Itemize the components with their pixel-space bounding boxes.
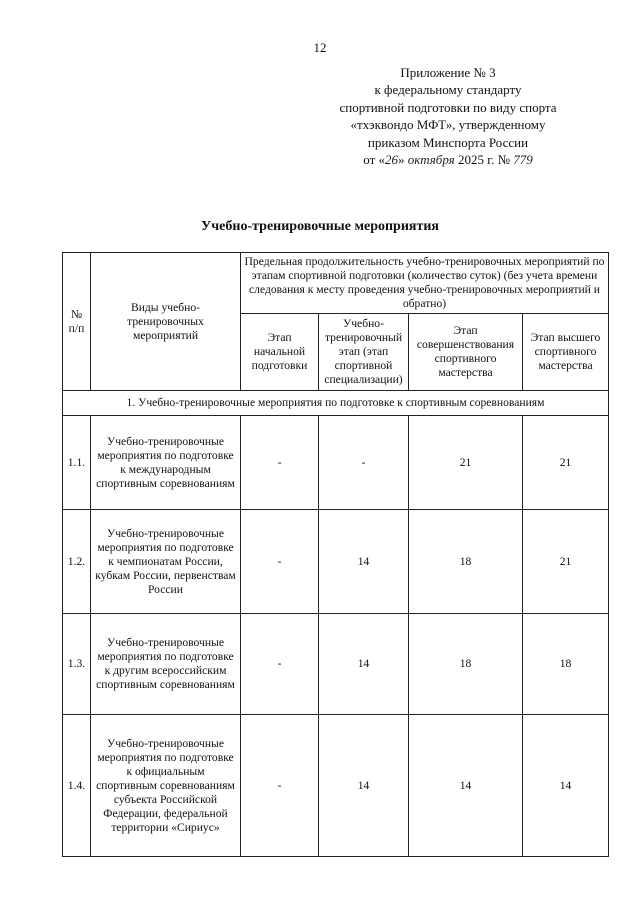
table-row — [63, 614, 609, 715]
row-kind: Учебно-тренировочные мероприятия по подготовке к официальным спортивным соревнованиям субъекта Российской Федерации, федеральной территории «Сириус» — [91, 715, 241, 857]
header-stage-2: Учебно-тренировочный этап (этап спортивной специализации) — [319, 314, 409, 391]
row-stage-1: - — [241, 614, 319, 715]
date-mid: » — [398, 152, 408, 168]
row-stage-4: 14 — [523, 715, 609, 857]
row-stage-2: 14 — [319, 614, 409, 715]
appendix-line: к федеральному стандарту — [374, 82, 522, 98]
row-stage-1: - — [241, 416, 319, 510]
page-title: Учебно-тренировочные мероприятия — [201, 219, 439, 234]
row-num: 1.1. — [63, 416, 91, 510]
row-num: 1.3. — [63, 614, 91, 715]
row-stage-3: 18 — [409, 614, 523, 715]
section-row — [63, 391, 609, 416]
table-row — [63, 510, 609, 614]
row-stage-3: 18 — [409, 510, 523, 614]
header-stage-4: Этап высшего спортивного мастерства — [523, 314, 609, 391]
order-date-line — [298, 151, 598, 168]
handwritten-month: октября — [407, 152, 455, 168]
row-stage-2: 14 — [319, 510, 409, 614]
page-number: 12 — [313, 40, 327, 55]
table-header-row — [63, 253, 609, 314]
row-kind: Учебно-тренировочные мероприятия по подготовке к другим всероссийским спортивным соревнованиям — [91, 614, 241, 715]
table-row — [63, 715, 609, 857]
header-stage-1: Этап начальной подготовки — [241, 314, 319, 391]
row-stage-4: 21 — [523, 416, 609, 510]
row-stage-1: - — [241, 510, 319, 614]
appendix-line: спортивной подготовки по виду спорта — [339, 99, 557, 115]
row-num: 1.4. — [63, 715, 91, 857]
events-table — [62, 252, 609, 857]
row-stage-3: 14 — [409, 715, 523, 857]
row-num: 1.2. — [63, 510, 91, 614]
table-row — [63, 416, 609, 510]
appendix-line: приказом Минспорта России — [367, 134, 529, 150]
header-kind: Виды учебно-тренировочных мероприятий — [91, 253, 241, 391]
row-stage-3: 21 — [409, 416, 523, 510]
year-suffix: 2025 г. № — [454, 152, 514, 168]
date-prefix: от « — [363, 152, 386, 168]
row-stage-4: 18 — [523, 614, 609, 715]
row-kind: Учебно-тренировочные мероприятия по подготовке к международным спортивным соревнованиям — [91, 416, 241, 510]
row-stage-2: 14 — [319, 715, 409, 857]
handwritten-order-number: 779 — [513, 152, 533, 168]
section-title: 1. Учебно-тренировочные мероприятия по подготовке к спортивным соревнованиям — [63, 391, 609, 416]
header-stage-3: Этап совершенствования спортивного мастерства — [409, 314, 523, 391]
row-stage-4: 21 — [523, 510, 609, 614]
header-group: Предельная продолжительность учебно-тренировочных мероприятий по этапам спортивной подготовки (количество суток) (без учета времени следования к месту проведения учебно-тренировочных мероприятий и обратно) — [241, 253, 609, 314]
appendix-line: Приложение № 3 — [400, 65, 496, 80]
row-kind: Учебно-тренировочные мероприятия по подготовке к чемпионатам России, кубкам России, первенствам России — [91, 510, 241, 614]
appendix-line: «тхэквондо МФТ», утвержденному — [350, 117, 546, 133]
appendix-block — [298, 64, 598, 168]
handwritten-day: 26 — [385, 152, 399, 168]
header-num: № п/п — [63, 253, 91, 391]
row-stage-2: - — [319, 416, 409, 510]
row-stage-1: - — [241, 715, 319, 857]
